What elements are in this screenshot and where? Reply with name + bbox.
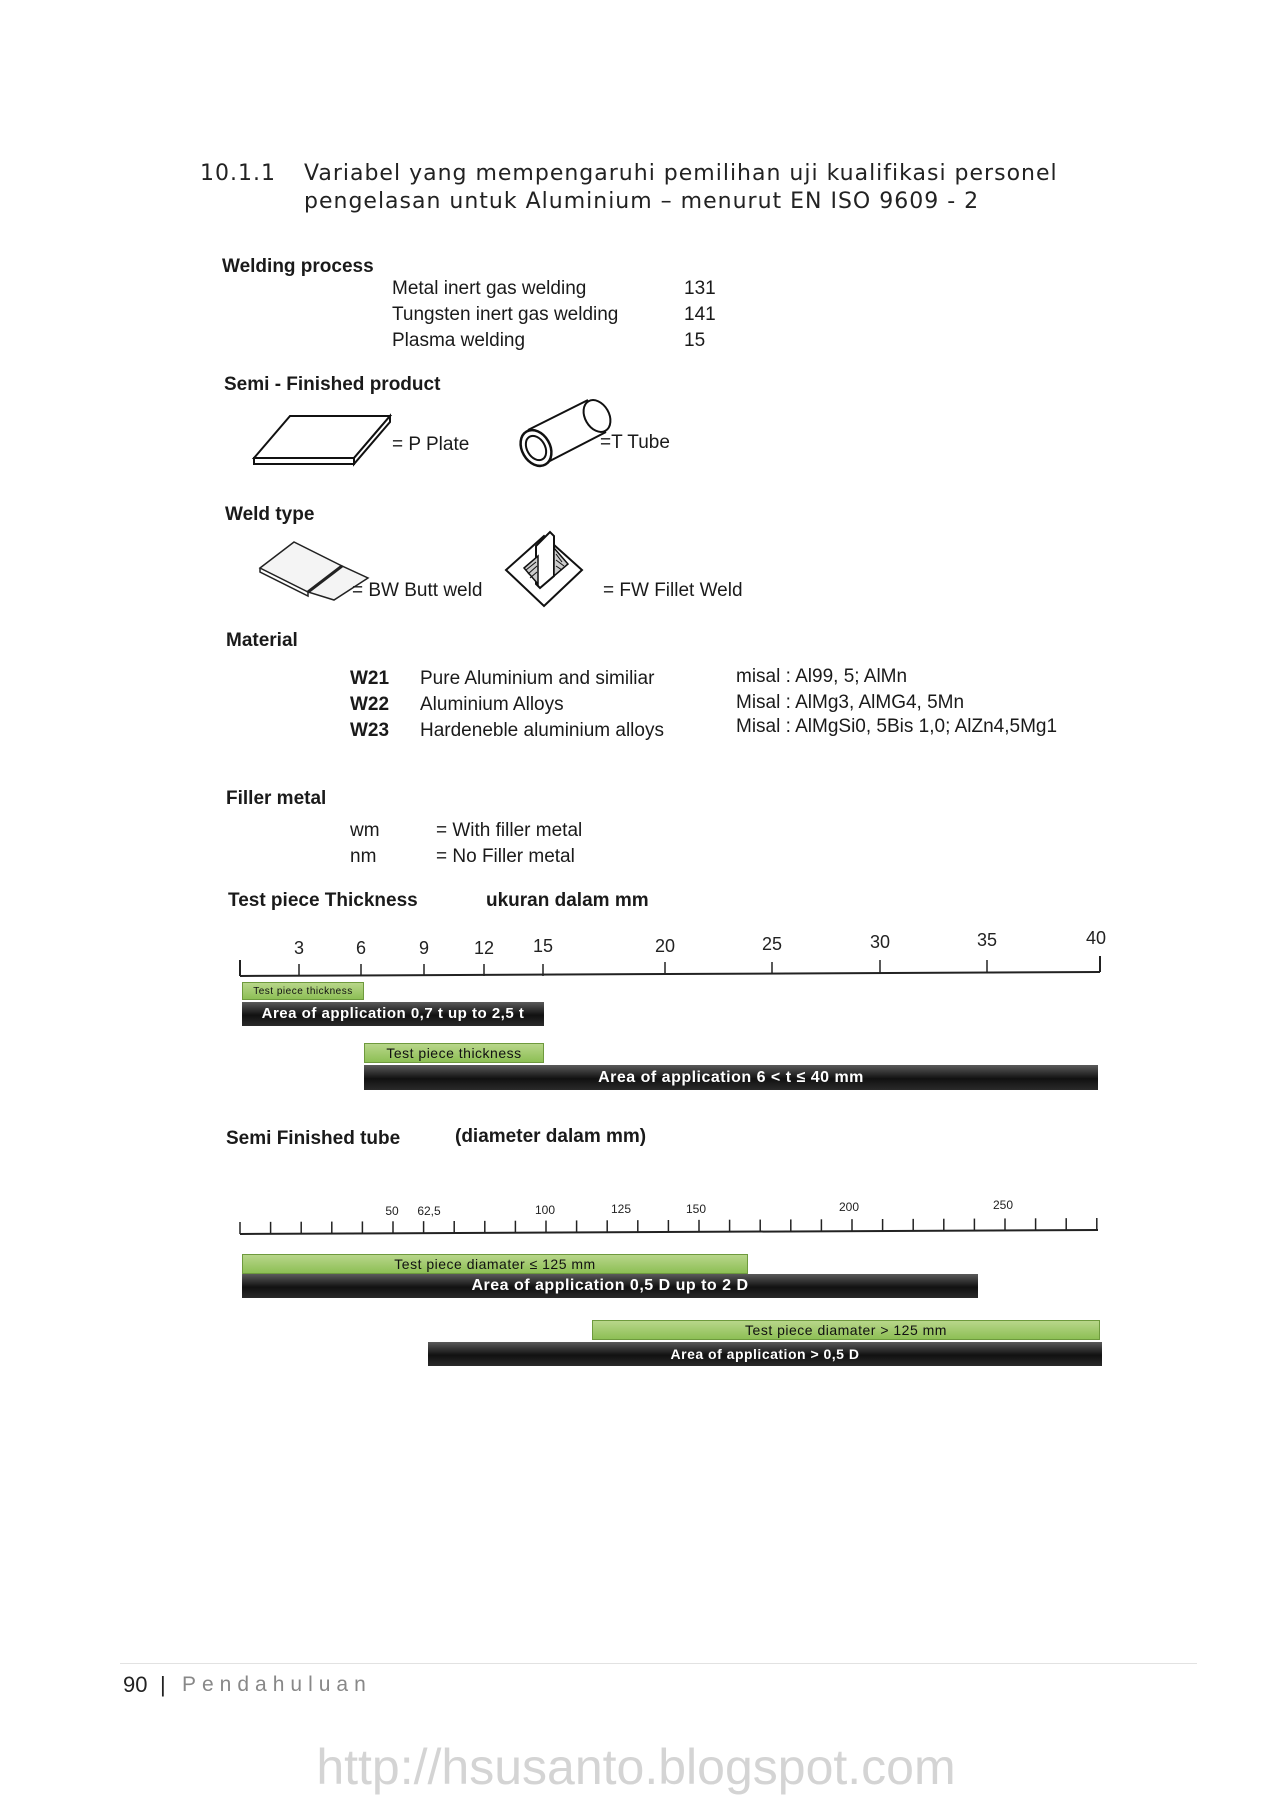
tube-heading: Semi Finished tube xyxy=(226,1128,401,1149)
material-heading: Material xyxy=(226,630,298,651)
weld-type-heading: Weld type xyxy=(225,504,315,525)
tube-tick-label: 150 xyxy=(685,1202,707,1216)
plate-icon xyxy=(250,410,395,468)
thickness-application-bar-2: Area of application 6 < t ≤ 40 mm xyxy=(364,1065,1098,1090)
process-code: 141 xyxy=(684,304,716,325)
thickness-tick-label: 30 xyxy=(869,932,891,952)
filler-code: wm xyxy=(350,820,380,841)
footer-separator: | xyxy=(160,1672,166,1697)
process-name: Metal inert gas welding xyxy=(392,278,587,299)
material-name: Aluminium Alloys xyxy=(420,694,564,715)
tube-tick-label: 125 xyxy=(610,1202,632,1216)
process-name: Tungsten inert gas welding xyxy=(392,304,619,325)
page-number: 90 xyxy=(123,1672,148,1697)
thickness-tick-label: 9 xyxy=(418,938,429,958)
watermark-url: http://hsusanto.blogspot.com xyxy=(316,1739,956,1795)
material-code: W21 xyxy=(350,668,390,689)
thickness-heading: Test piece Thickness xyxy=(228,890,418,911)
thickness-tick-label: 25 xyxy=(761,934,783,954)
fillet-weld-icon xyxy=(502,524,586,610)
welding-process-heading: Welding process xyxy=(222,256,374,277)
material-code: W22 xyxy=(350,694,390,715)
thickness-tick-label: 40 xyxy=(1085,928,1107,948)
filler-heading: Filler metal xyxy=(226,788,327,809)
process-name: Plasma welding xyxy=(392,330,526,351)
plate-label: = P Plate xyxy=(392,434,470,455)
thickness-test-piece-bar-2: Test piece thickness xyxy=(364,1043,544,1063)
thickness-scale xyxy=(230,950,1110,986)
tube-tick-label: 62,5 xyxy=(417,1204,441,1218)
material-name: Pure Aluminium and similiar xyxy=(420,668,655,689)
thickness-tick-label: 12 xyxy=(473,938,495,958)
footer-divider xyxy=(120,1663,1197,1664)
tube-test-piece-bar-1: Test piece diamater ≤ 125 mm xyxy=(242,1254,748,1274)
material-example: Misal : AlMgSi0, 5Bis 1,0; AlZn4,5Mg1 xyxy=(736,716,1058,737)
tube-tick-label: 100 xyxy=(534,1203,556,1217)
material-code: W23 xyxy=(350,720,390,741)
thickness-tick-label: 15 xyxy=(532,936,554,956)
process-code: 15 xyxy=(684,330,706,351)
tube-scale xyxy=(230,1208,1110,1238)
thickness-tick-label: 3 xyxy=(293,938,304,958)
thickness-tick-label: 6 xyxy=(355,938,366,958)
tube-test-piece-bar-2: Test piece diamater > 125 mm xyxy=(592,1320,1100,1340)
filler-desc: = No Filler metal xyxy=(436,846,575,867)
tube-label: =T Tube xyxy=(600,432,670,453)
material-example: misal : Al99, 5; AlMn xyxy=(736,666,908,687)
tube-tick-label: 200 xyxy=(838,1200,860,1214)
thickness-tick-label: 20 xyxy=(654,936,676,956)
semi-finished-heading: Semi - Finished product xyxy=(224,374,441,395)
section-title-line1: Variabel yang mempengaruhi pemilihan uji kualifikasi personel xyxy=(304,161,1058,186)
material-example: Misal : AlMg3, AlMG4, 5Mn xyxy=(736,692,965,713)
tube-tick-label: 50 xyxy=(385,1204,399,1218)
material-name: Hardeneble aluminium alloys xyxy=(420,720,664,741)
process-code: 131 xyxy=(684,278,716,299)
tube-application-bar-1: Area of application 0,5 D up to 2 D xyxy=(242,1274,978,1298)
tube-application-bar-2: Area of application > 0,5 D xyxy=(428,1342,1102,1366)
thickness-tick-label: 35 xyxy=(976,930,998,950)
fillet-weld-label: = FW Fillet Weld xyxy=(603,580,743,601)
thickness-application-bar-1: Area of application 0,7 t up to 2,5 t xyxy=(242,1002,544,1026)
tube-unit: (diameter dalam mm) xyxy=(455,1126,647,1147)
butt-weld-label: = BW Butt weld xyxy=(352,580,483,601)
filler-code: nm xyxy=(350,846,377,867)
footer-chapter: Pendahuluan xyxy=(182,1673,372,1696)
thickness-test-piece-bar-1: Test piece thickness xyxy=(242,982,364,1000)
filler-desc: = With filler metal xyxy=(436,820,583,841)
section-title-line2: pengelasan untuk Aluminium – menurut EN ISO 9609 - 2 xyxy=(304,189,980,214)
thickness-unit: ukuran dalam mm xyxy=(486,890,649,911)
tube-tick-label: 250 xyxy=(992,1198,1014,1212)
section-number: 10.1.1 xyxy=(200,161,276,186)
